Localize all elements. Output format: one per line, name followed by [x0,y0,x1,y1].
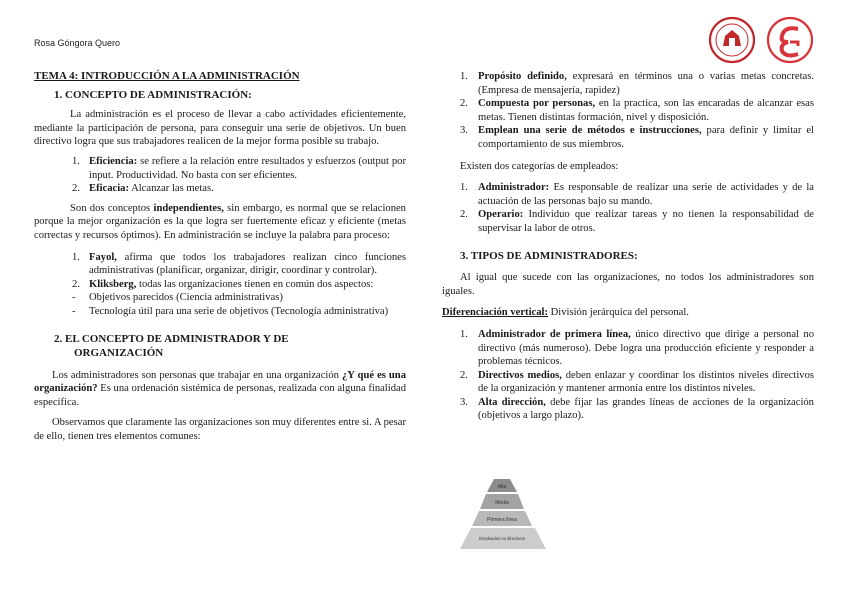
pyramid-label-top: Alta [497,484,507,490]
pyramid-label-middle: Media [495,500,509,506]
employee-categories-list [460,181,814,235]
organization-paragraph: Los administradores son personas que trabajar en una organización ¿Y qué es una organización? Es una ordenación sistémica de personas, realizada con alguna finalidad específica. [34,369,406,408]
common-elements-list [460,70,814,152]
university-seal-icon [710,18,754,62]
pyramid-label-first-line: Primera línea [487,517,517,523]
pyramid-label-base: Empleados no directivos [479,536,525,541]
concepts-paragraph: Son dos conceptos independientes, sin embargo, es normal que se relacionen porque la mejor organización es la que logra ser fuertemente eficaz y eficiente (metas correctas y recursos óptimos). En administración se incluye la palabra para proceso: [34,202,406,241]
vertical-differentiation: Diferenciación vertical: División jerárquica del personal. [442,307,689,319]
author-name: Rosa Góngora Quero [34,38,121,48]
authors-list [72,251,406,319]
list-item: 3. Alta dirección, debe fijar las grandes líneas de acciones de la organización (objetivos a largo plazo). [460,396,814,422]
right-column [442,70,814,423]
efficiency-list [72,155,406,196]
sub-list-item: - Objetivos parecidos (Ciencia administrativas) [72,292,283,304]
university-logo-icon [768,18,812,62]
hierarchy-pyramid [458,479,548,551]
list-item: 2. Directivos medios, deben enlazar y coordinar los distintos niveles directivos de la organización y mantener armonía entre los distintos niveles. [460,369,815,395]
list-item: 2. Eficacia: Alcanzar las metas. [72,183,214,195]
section-2-heading-line2: ORGANIZACIÓN [74,347,164,360]
list-item: 2. Operario: Individuo que realizar tareas y no tienen la responsabilidad de supervisar la labor de otros. [460,209,814,234]
administrators-paragraph: Al igual que sucede con las organizaciones, no todos los administradores son iguales. [442,272,814,297]
list-item: 1. Administrador: Es responsable de realizar una serie de actividades y de la actuación de las personas bajo su mando. [460,182,814,207]
list-item: 2. Compuesta por personas, en la practica, son las encaradas de alcanzar esas metas. Tienen distintas formación, nivel y disposición. [460,98,814,123]
section-1-heading: 1. CONCEPTO DE ADMINISTRACIÓN: [54,88,252,101]
sub-list-item: - Tecnología útil para una serie de objetivos (Tecnología administrativa) [72,305,389,317]
employee-categories-intro: Existen dos categorías de empleados: [460,160,619,172]
list-item: 3. Emplean una serie de métodos e instrucciones, para definir y limitar el comportamiento de sus miembros. [460,125,814,150]
logos [708,16,818,64]
elements-paragraph: Observamos que claramente las organizaciones son muy diferentes entre si. A pesar de ello, tienen tres elementos comunes: [34,417,406,443]
admin-levels-list [460,328,814,423]
left-column [34,70,406,444]
section-1-paragraph: La administración es el proceso de llevar a cabo actividades eficientemente, mediante la participación de persona, para conseguir una serie de objetivos. Un buen directivo logra que sus trabajadores realicen de la mejor forma posible su trabajo. [34,109,406,148]
topic-title: TEMA 4: INTRODUCCIÓN A LA ADMINISTRACIÓN [34,70,300,82]
section-2-heading: 2. EL CONCEPTO DE ADMINISTRADOR Y DE [54,332,289,345]
list-item: 1. Eficiencia: se refiere a la relación entre resultados y esfuerzos (output por input. Productividad. No basta con ser eficientes. [72,155,406,181]
list-item: 1. Propósito definido, expresará en términos una o varias metas concretas. (Empresa de mensajería, rapidez) [460,71,814,96]
list-item: 1. Fayol, afirma que todos los trabajadores realizan cinco funciones administrativas (planificar, organizar, dirigir, coordinar y controlar). [72,251,406,277]
list-item: 2. Kliksberg, todas las organizaciones tienen en común dos aspectos: [72,278,374,290]
section-3-heading: 3. TIPOS DE ADMINISTRADORES: [460,249,638,262]
list-item: 1. Administrador de primera línea, único directivo que dirige a personal no directivo (más numeroso). Debe logra una producción eficiente y responder a problemas técnicos. [460,328,814,368]
